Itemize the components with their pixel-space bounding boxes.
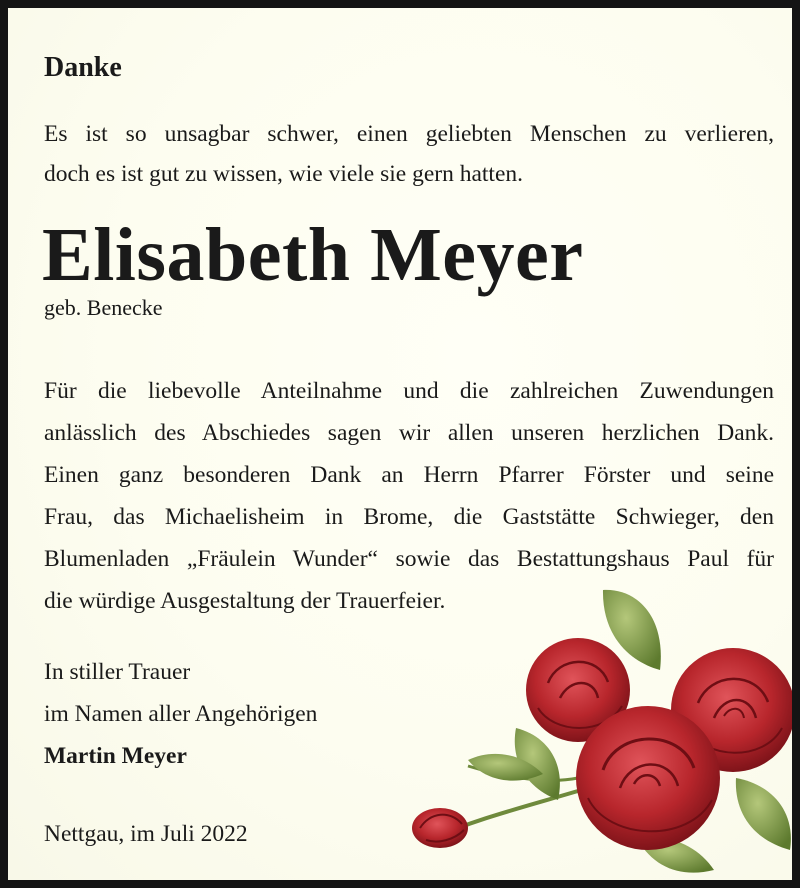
body-line: Für die liebevolle Anteilnahme und die zahlreichen Zuwendungen xyxy=(44,378,774,404)
deceased-name: Elisabeth Meyer xyxy=(42,213,584,297)
closing-line: In stiller Trauer xyxy=(44,659,191,685)
birth-name: geb. Benecke xyxy=(44,295,163,320)
body-line: die würdige Ausgestaltung der Trauerfeier. xyxy=(44,588,446,614)
body-line: anlässlich des Abschiedes sagen wir allen unseren herzlichen Dank. xyxy=(44,420,774,446)
intro-line: doch es ist gut zu wissen, wie viele sie gern hatten. xyxy=(44,161,524,187)
roses-image xyxy=(398,578,798,880)
body-line: Blumenladen „Fräulein Wunder“ sowie das Bestattungshaus Paul für xyxy=(44,546,774,572)
closing-block xyxy=(44,651,317,777)
heading-danke: Danke xyxy=(44,52,122,83)
place-date: Nettgau, im Juli 2022 xyxy=(44,821,248,847)
signer-name: Martin Meyer xyxy=(44,743,187,769)
body-line: Einen ganz besonderen Dank an Herrn Pfarrer Förster und seine xyxy=(44,462,774,488)
closing-line: im Namen aller Angehörigen xyxy=(44,701,318,727)
body-line: Frau, das Michaelisheim in Brome, die Gaststätte Schwieger, den xyxy=(44,504,774,530)
intro-line: Es ist so unsagbar schwer, einen geliebten Menschen zu verlieren, xyxy=(44,121,774,147)
intro-paragraph xyxy=(44,114,774,194)
